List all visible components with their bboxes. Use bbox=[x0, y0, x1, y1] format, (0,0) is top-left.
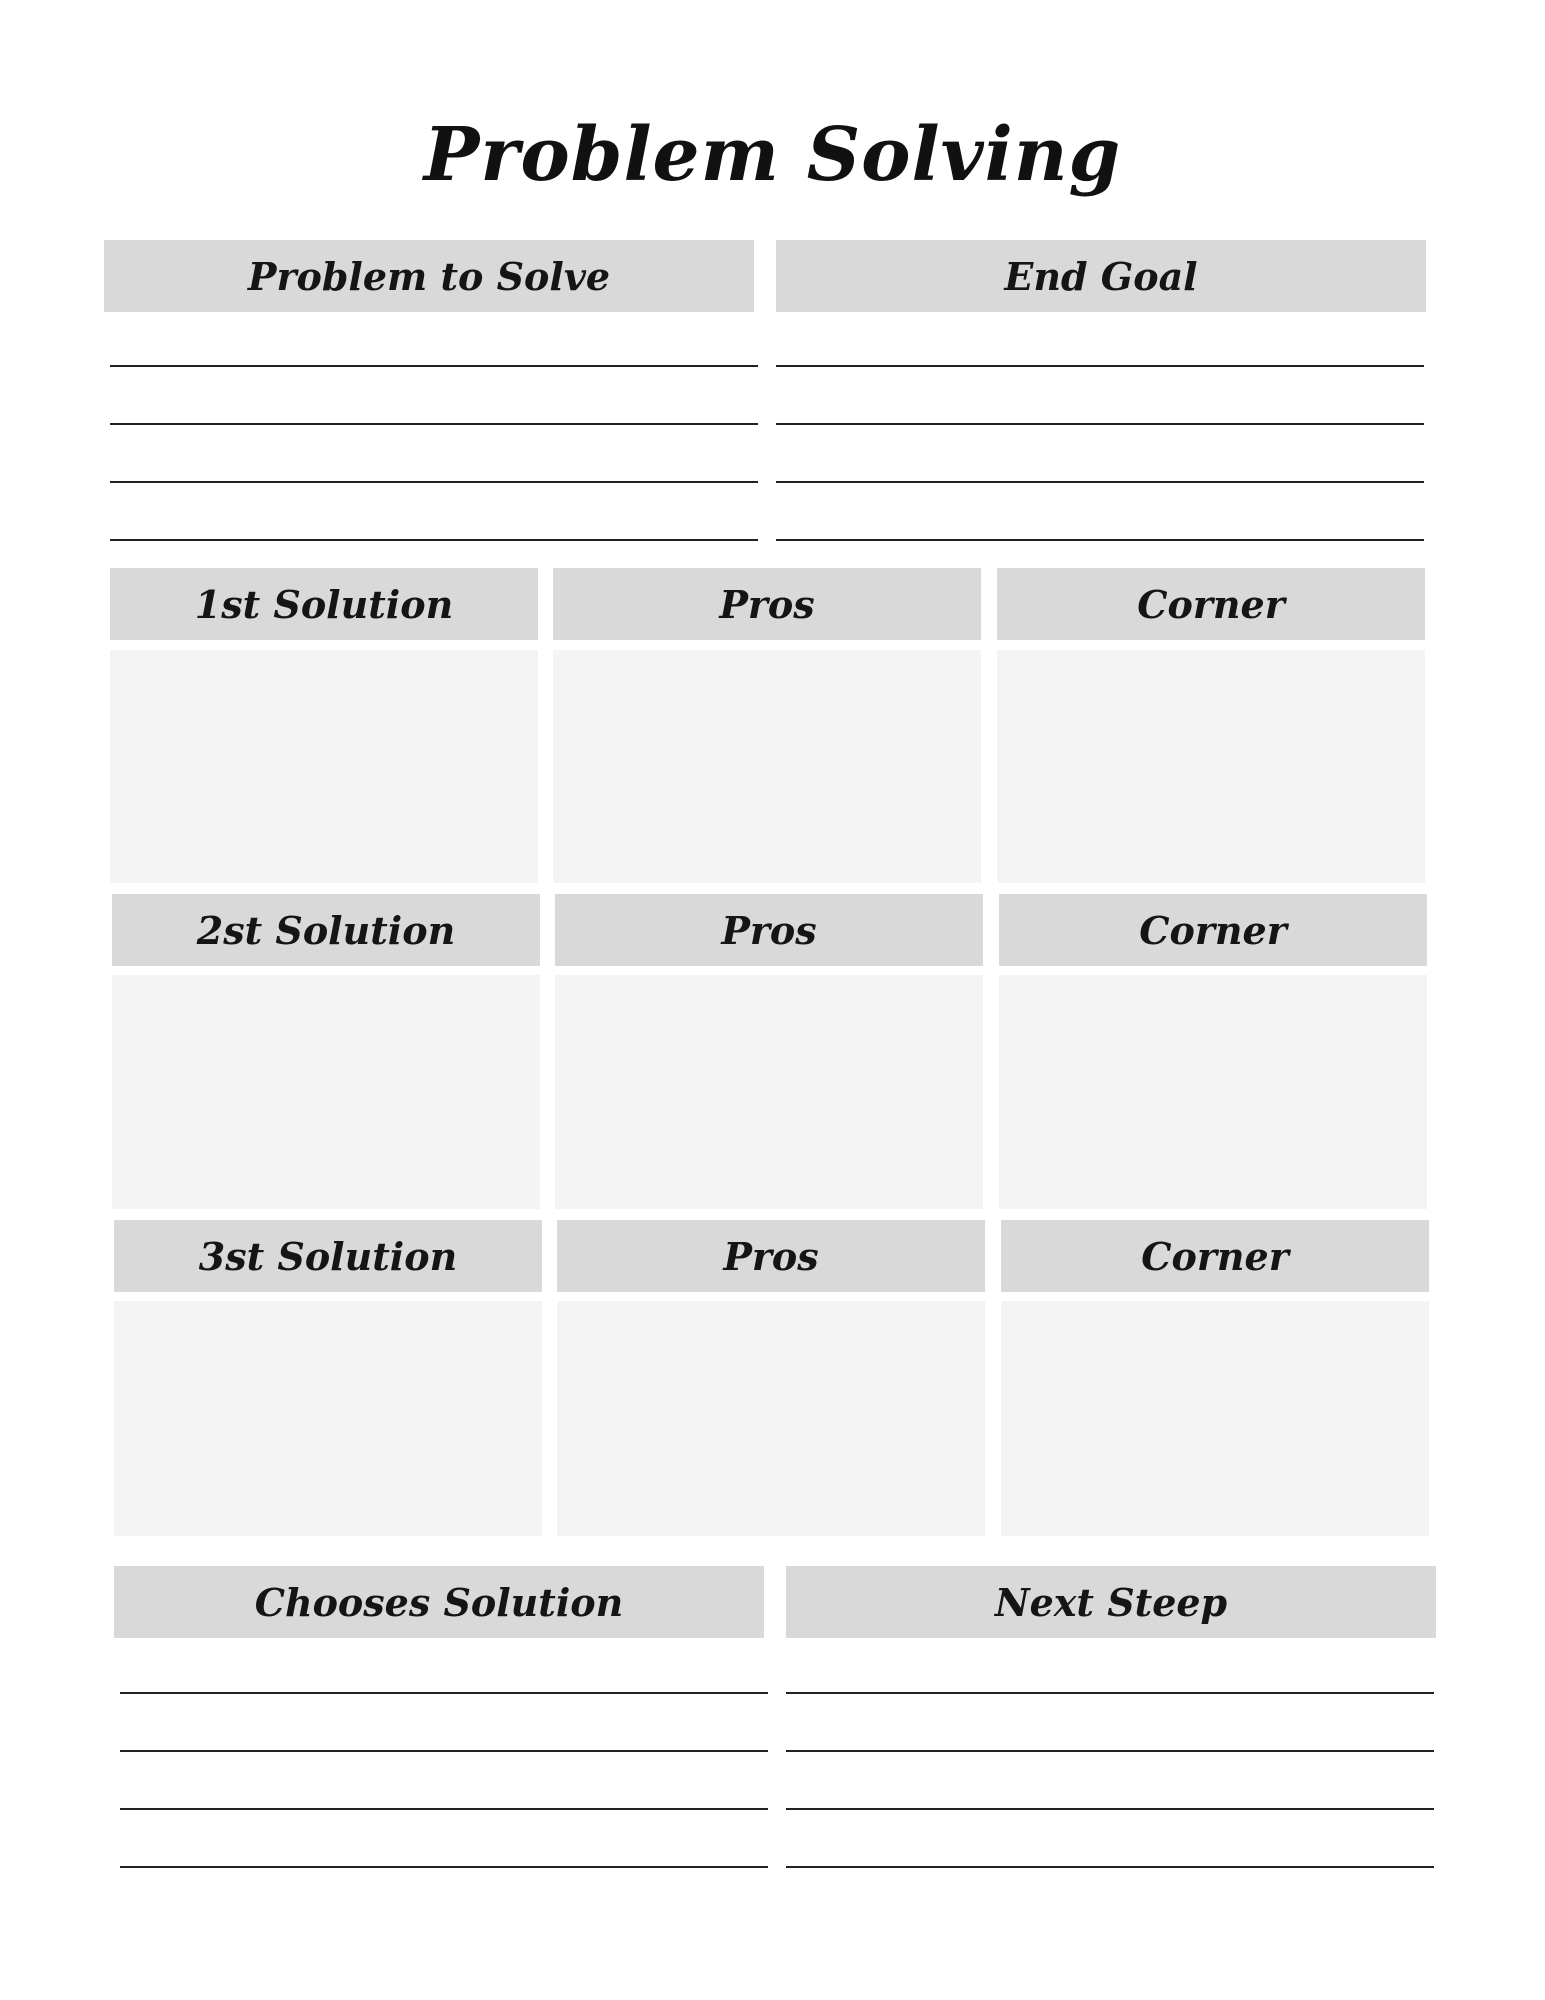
solution-3-cons-header: Corner bbox=[1001, 1220, 1429, 1292]
end-goal-line-4[interactable] bbox=[776, 539, 1424, 541]
chooses-solution-line-1[interactable] bbox=[120, 1692, 768, 1694]
solution-1-box[interactable] bbox=[110, 650, 538, 883]
chooses-solution-line-3[interactable] bbox=[120, 1808, 768, 1810]
solution-1-pros-header: Pros bbox=[553, 568, 981, 640]
next-steep-header: Next Steep bbox=[786, 1566, 1436, 1638]
end-goal-line-3[interactable] bbox=[776, 481, 1424, 483]
end-goal-line-1[interactable] bbox=[776, 365, 1424, 367]
next-steep-line-3[interactable] bbox=[786, 1808, 1434, 1810]
chooses-solution-line-4[interactable] bbox=[120, 1866, 768, 1868]
solution-3-cons-box[interactable] bbox=[1001, 1301, 1429, 1536]
end-goal-line-2[interactable] bbox=[776, 423, 1424, 425]
next-steep-line-1[interactable] bbox=[786, 1692, 1434, 1694]
solution-2-pros-box[interactable] bbox=[555, 975, 983, 1209]
solution-3-header: 3st Solution bbox=[114, 1220, 542, 1292]
end-goal-header: End Goal bbox=[776, 240, 1426, 312]
solution-1-header: 1st Solution bbox=[110, 568, 538, 640]
solution-3-pros-box[interactable] bbox=[557, 1301, 985, 1536]
solution-1-cons-header: Corner bbox=[997, 568, 1425, 640]
solution-2-box[interactable] bbox=[112, 975, 540, 1209]
next-steep-line-2[interactable] bbox=[786, 1750, 1434, 1752]
solution-1-pros-box[interactable] bbox=[553, 650, 981, 883]
problem-to-solve-line-1[interactable] bbox=[110, 365, 758, 367]
solution-2-pros-header: Pros bbox=[555, 894, 983, 966]
next-steep-line-4[interactable] bbox=[786, 1866, 1434, 1868]
chooses-solution-header: Chooses Solution bbox=[114, 1566, 764, 1638]
solution-2-cons-box[interactable] bbox=[999, 975, 1427, 1209]
problem-to-solve-line-2[interactable] bbox=[110, 423, 758, 425]
solution-2-header: 2st Solution bbox=[112, 894, 540, 966]
solution-3-box[interactable] bbox=[114, 1301, 542, 1536]
page-title: Problem Solving bbox=[423, 112, 1122, 198]
solution-2-cons-header: Corner bbox=[999, 894, 1427, 966]
solution-1-cons-box[interactable] bbox=[997, 650, 1425, 883]
problem-to-solve-line-4[interactable] bbox=[110, 539, 758, 541]
solution-3-pros-header: Pros bbox=[557, 1220, 985, 1292]
problem-to-solve-line-3[interactable] bbox=[110, 481, 758, 483]
chooses-solution-line-2[interactable] bbox=[120, 1750, 768, 1752]
problem-to-solve-header: Problem to Solve bbox=[104, 240, 754, 312]
